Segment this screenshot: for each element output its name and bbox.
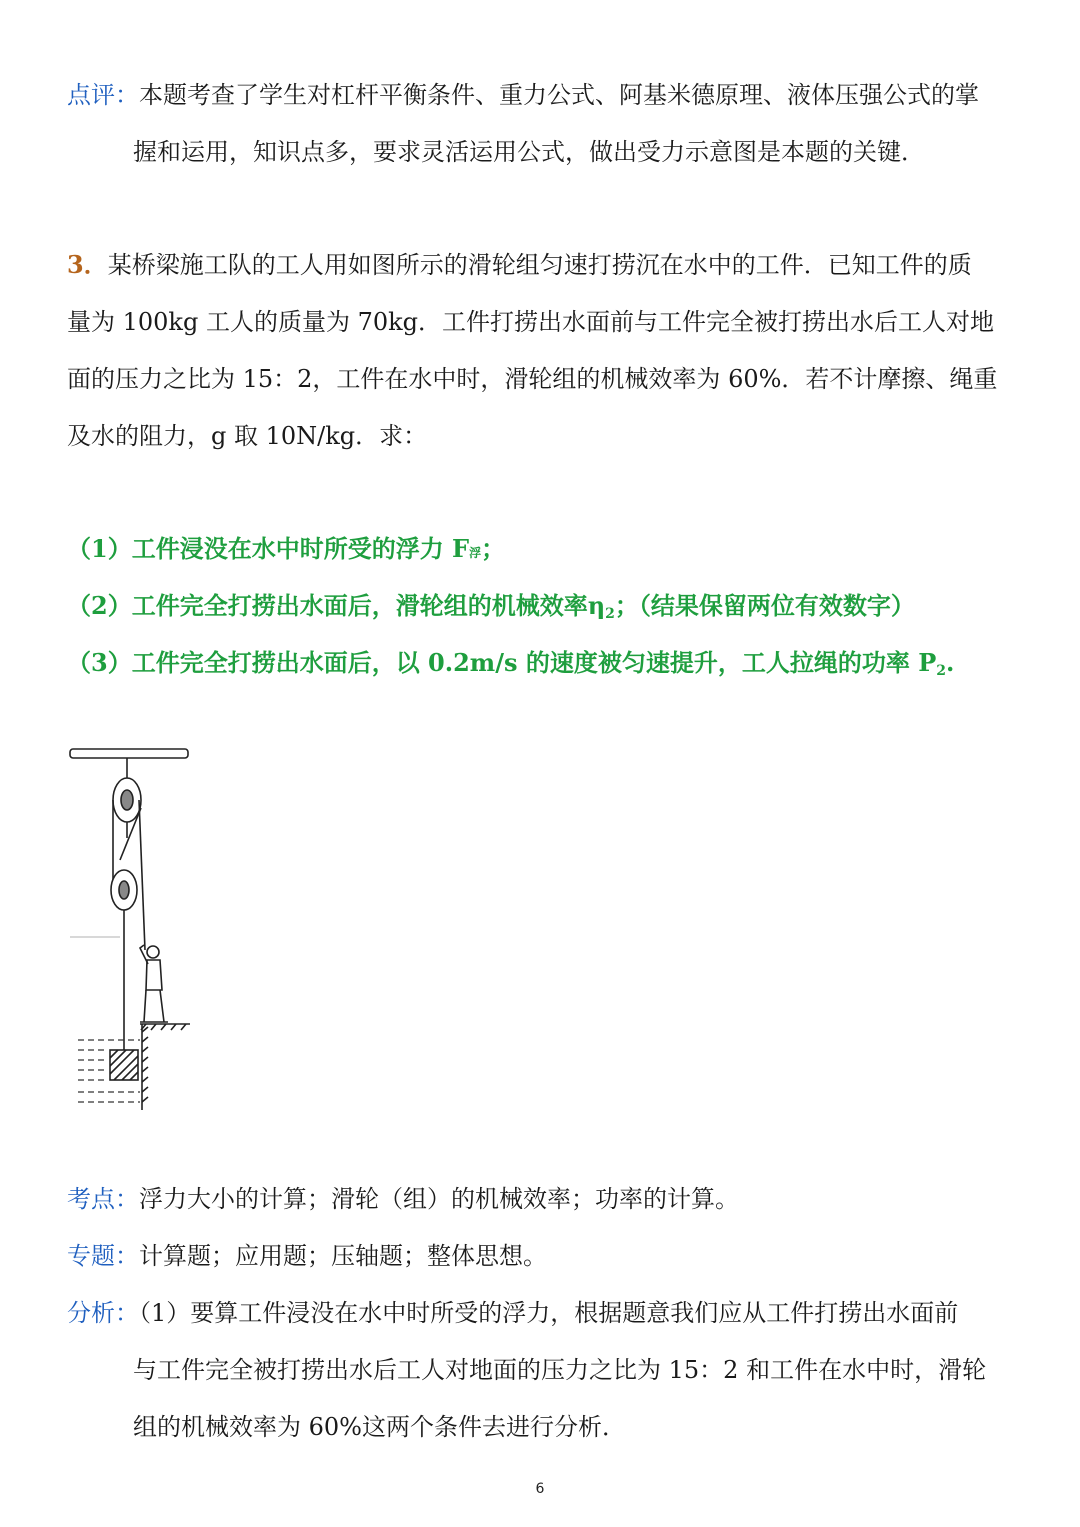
question-2 (67, 591, 915, 622)
problem-text-4: 及水的阻力，g 取 10N/kg．求： (67, 422, 428, 450)
question-1-end: ； (481, 534, 506, 563)
review-text-2: 握和运用，知识点多，要求灵活运用公式，做出受力示意图是本题的关键． (133, 138, 925, 166)
problem-line-1 (67, 250, 972, 279)
review-text-1: 本题考查了学生对杠杆平衡条件、重力公式、阿基米德原理、液体压强公式的掌 (139, 81, 979, 109)
question-1-subscript: 浮 (469, 546, 482, 560)
question-1-text: （1）工件浸没在水中时所受的浮力 F (67, 534, 470, 563)
fenxi-text-1: （1）要算工件浸没在水中时所受的浮力，根据题意我们应从工件打捞出水面前 (139, 1299, 959, 1327)
problem-line-4 (67, 424, 427, 448)
question-1 (67, 534, 506, 563)
fenxi-line-2 (133, 1358, 986, 1382)
zhuanti-label: 专题： (67, 1242, 139, 1270)
fenxi-label: 分析： (67, 1299, 139, 1327)
kaodian-label: 考点： (67, 1185, 139, 1213)
zhuanti-line (67, 1244, 547, 1268)
zhuanti-text: 计算题；应用题；压轴题；整体思想。 (139, 1242, 547, 1270)
problem-text-3: 面的压力之比为 15：2，工件在水中时，滑轮组的机械效率为 60%．若不计摩擦、绳重 (67, 365, 998, 393)
fenxi-line-3 (133, 1415, 626, 1439)
worker-body (146, 960, 162, 990)
page-number: 6 (535, 1481, 545, 1497)
question-2-end: ；（结果保留两位有效数字） (614, 591, 915, 620)
fenxi-text-2: 与工件完全被打捞出水后工人对地面的压力之比为 15：2 和工件在水中时，滑轮 (133, 1356, 987, 1384)
review-label: 点评： (67, 81, 139, 109)
problem-number: 3． (67, 250, 108, 279)
question-2-subscript: 2 (605, 606, 615, 622)
kaodian-text: 浮力大小的计算；滑轮（组）的机械效率；功率的计算。 (139, 1185, 739, 1213)
problem-line-2 (67, 310, 994, 334)
question-3 (67, 648, 955, 679)
worker-head (147, 946, 159, 958)
question-3-text: （3）工件完全打捞出水面后，以 0.2m/s 的速度被匀速提升，工人拉绳的功率 P (67, 648, 937, 677)
ceiling-beam (70, 749, 188, 758)
problem-line-3 (67, 367, 997, 391)
question-3-end: . (946, 648, 955, 677)
problem-text-1: 某桥梁施工队的工人用如图所示的滑轮组匀速打捞沉在水中的工件．已知工件的质 (107, 251, 972, 279)
review-line-1 (67, 83, 979, 107)
review-line-2 (133, 140, 925, 164)
pulley-diagram (60, 740, 210, 1120)
question-3-subscript: 2 (936, 663, 946, 679)
kaodian-line (67, 1187, 739, 1211)
question-2-text: （2）工件完全打捞出水面后，滑轮组的机械效率η (67, 591, 606, 620)
fenxi-text-3: 组的机械效率为 60%这两个条件去进行分析． (133, 1413, 626, 1441)
fenxi-line-1 (67, 1301, 958, 1325)
problem-text-2: 量为 100kg 工人的质量为 70kg．工件打捞出水面前与工件完全被打捞出水后工人对地 (67, 308, 995, 336)
